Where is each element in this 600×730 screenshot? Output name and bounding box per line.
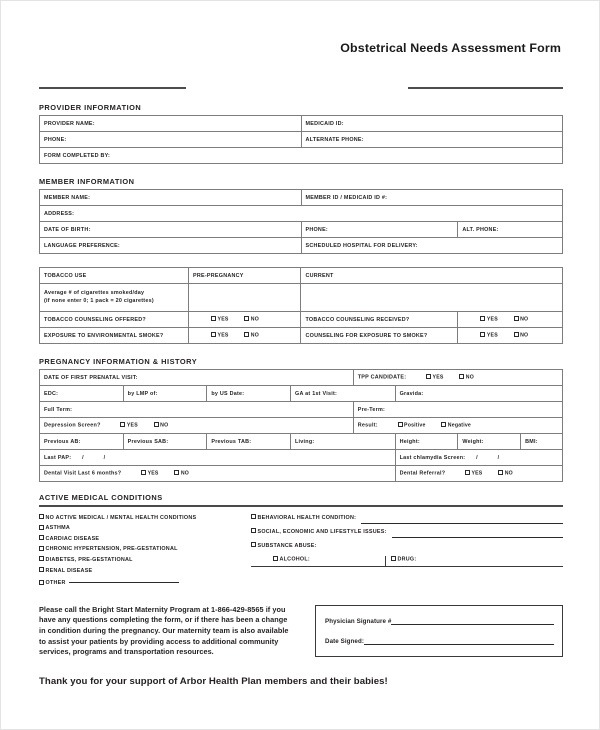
input-behavioral-health[interactable] xyxy=(361,516,563,524)
average-cigarettes-line2: (if none enter 0; 1 pack = 20 cigarettes) xyxy=(44,297,154,304)
field-depression-screen xyxy=(40,418,354,434)
signature-box xyxy=(315,605,563,657)
checkbox-icon xyxy=(141,470,146,475)
checkbox-counseling-exposure-yes[interactable]: YES xyxy=(480,332,497,339)
average-cigarettes-line1: Average # of cigarettes smoked/day xyxy=(44,289,145,296)
checkbox-icon xyxy=(273,556,278,561)
table-row xyxy=(40,206,563,222)
checkbox-icon xyxy=(39,556,44,561)
conditions-left-column xyxy=(39,513,247,589)
label-last-chlamydia: Last chlamydia Screen: xyxy=(399,454,466,461)
row-social-economic xyxy=(251,527,563,538)
footer-area xyxy=(39,605,563,658)
table-row xyxy=(40,238,563,254)
checkbox-icon xyxy=(39,525,44,530)
column-header-pre-pregnancy: PRE-PREGNANCY xyxy=(189,268,301,284)
label-result: Result: xyxy=(357,422,378,429)
field-previous-tab[interactable]: Previous TAB: xyxy=(207,434,291,450)
input-average-cigarettes-current[interactable] xyxy=(301,284,563,312)
input-physician-signature[interactable] xyxy=(391,617,554,625)
checkbox-cardiac-disease[interactable]: CARDIAC DISEASE xyxy=(39,534,247,545)
checkbox-icon xyxy=(39,535,44,540)
checkbox-asthma[interactable]: ASTHMA xyxy=(39,523,247,534)
checkbox-icon xyxy=(426,374,431,379)
field-scheduled-hospital[interactable]: SCHEDULED HOSPITAL FOR DELIVERY: xyxy=(301,238,563,254)
checkbox-diabetes[interactable]: DIABETES, PRE-GESTATIONAL xyxy=(39,555,247,566)
label-dental-referral: Dental Referral? xyxy=(399,470,446,477)
field-provider-phone[interactable]: PHONE: xyxy=(40,132,302,148)
header-rule-left xyxy=(39,87,186,89)
label-tobacco-counseling-received: TOBACCO COUNSELING RECEIVED? xyxy=(301,312,458,328)
field-by-us-date[interactable]: by US Date: xyxy=(207,386,291,402)
checkbox-icon xyxy=(39,567,44,572)
checkbox-drug[interactable]: DRUG: xyxy=(385,556,563,567)
field-by-lmp[interactable]: by LMP of: xyxy=(123,386,207,402)
checkbox-icon xyxy=(459,374,464,379)
conditions-divider xyxy=(39,505,563,507)
provider-information-table xyxy=(39,115,563,164)
page-title: Obstetrical Needs Assessment Form xyxy=(340,41,561,55)
checkbox-icon xyxy=(480,332,485,337)
section-heading-provider: PROVIDER INFORMATION xyxy=(39,103,142,112)
column-header-tobacco-use: TOBACCO USE xyxy=(40,268,189,284)
field-ga-at-first-visit[interactable]: GA at 1st Visit: xyxy=(291,386,396,402)
label-exposure-environmental-smoke: EXPOSURE TO ENVIRONMENTAL SMOKE? xyxy=(40,328,189,344)
table-row xyxy=(40,312,563,328)
checkbox-exposure-no[interactable]: NO xyxy=(244,332,259,339)
options-tobacco-counseling-received xyxy=(458,312,563,328)
label-tobacco-counseling-offered: TOBACCO COUNSELING OFFERED? xyxy=(40,312,189,328)
header-rule-right xyxy=(408,87,563,89)
date-slash-1: / xyxy=(82,454,84,461)
checkbox-icon xyxy=(514,316,519,321)
field-previous-sab[interactable]: Previous SAB: xyxy=(123,434,207,450)
label-date-signed: Date Signed: xyxy=(325,637,365,645)
date-slash-2: / xyxy=(103,454,106,461)
checkbox-counseling-received-no[interactable]: NO xyxy=(514,316,529,323)
maternity-program-note: Please call the Bright Start Maternity Program at 1-866-429-8565 if you have any questions completing the form, or if there has been a change in condition during the pregnancy. Our maternity team is also available to assist your patients by providing access to additional community services, programs and transportation resources. xyxy=(39,604,289,657)
input-date-signed[interactable] xyxy=(364,637,554,645)
label-tpp-candidate: TPP CANDIDATE: xyxy=(357,374,407,381)
checkbox-behavioral-health[interactable]: BEHAVIORAL HEALTH CONDITION: xyxy=(251,513,356,524)
checkbox-dental-visit-yes[interactable]: YES xyxy=(141,470,158,477)
table-row xyxy=(40,268,563,284)
field-first-prenatal-visit[interactable]: DATE OF FIRST PRENATAL VISIT: xyxy=(40,370,354,386)
field-tpp-candidate xyxy=(353,370,562,386)
field-dental-referral xyxy=(395,466,562,482)
field-address[interactable]: ADDRESS: xyxy=(40,206,563,222)
table-row xyxy=(40,284,563,312)
field-member-name[interactable]: MEMBER NAME: xyxy=(40,190,302,206)
tobacco-use-table xyxy=(39,267,563,344)
field-medicaid-id[interactable]: MEDICAID ID: xyxy=(301,116,563,132)
field-depression-result xyxy=(353,418,562,434)
thank-you-message: Thank you for your support of Arbor Health Plan members and their babies! xyxy=(39,675,388,687)
checkbox-icon xyxy=(39,580,44,585)
checkbox-icon xyxy=(120,422,125,427)
checkbox-counseling-received-yes[interactable]: YES xyxy=(480,316,497,323)
checkbox-icon xyxy=(251,528,256,533)
checkbox-icon xyxy=(251,542,256,547)
row-date-signed xyxy=(325,637,554,645)
label-depression-screen: Depression Screen? xyxy=(44,422,101,429)
checkbox-depression-no[interactable]: NO xyxy=(154,422,169,429)
field-pre-term[interactable]: Pre-Term: xyxy=(353,402,562,418)
conditions-right-column xyxy=(247,513,563,568)
checkbox-no-active-conditions[interactable]: NO ACTIVE MEDICAL / MENTAL HEALTH CONDITIONS xyxy=(39,513,247,524)
label-dental-visit: Dental Visit Last 6 months? xyxy=(44,470,122,477)
checkbox-counseling-offered-yes[interactable]: YES xyxy=(211,316,228,323)
checkbox-icon xyxy=(211,332,216,337)
table-row xyxy=(40,402,563,418)
header-rules xyxy=(39,87,563,90)
field-last-chlamydia-screen[interactable] xyxy=(395,450,562,466)
field-last-pap[interactable] xyxy=(40,450,396,466)
row-substance-abuse xyxy=(251,541,563,552)
table-row xyxy=(40,434,563,450)
row-behavioral-health xyxy=(251,513,563,524)
checkbox-dental-referral-no[interactable]: NO xyxy=(498,470,513,477)
checkbox-result-positive[interactable]: Positive xyxy=(398,422,426,429)
field-living[interactable]: Living: xyxy=(291,434,396,450)
field-full-term[interactable]: Full Term: xyxy=(40,402,354,418)
field-member-phone[interactable]: PHONE: xyxy=(301,222,458,238)
field-height[interactable]: Height: xyxy=(395,434,458,450)
checkbox-icon xyxy=(441,422,446,427)
date-slash-3: / xyxy=(476,454,478,461)
checkbox-other-condition[interactable]: OTHER xyxy=(39,576,247,589)
pregnancy-information-table xyxy=(39,369,563,482)
label-last-pap: Last PAP: xyxy=(44,454,72,461)
form-sheet xyxy=(39,15,563,715)
table-row xyxy=(40,418,563,434)
checkbox-tpp-no[interactable]: NO xyxy=(459,374,474,381)
date-slash-4: / xyxy=(497,454,500,461)
table-row xyxy=(40,222,563,238)
field-gravida[interactable]: Gravida: xyxy=(395,386,562,402)
checkbox-icon xyxy=(211,316,216,321)
checkbox-icon xyxy=(398,422,403,427)
checkbox-counseling-exposure-no[interactable]: NO xyxy=(514,332,529,339)
options-tobacco-counseling-offered xyxy=(189,312,301,328)
input-social-economic[interactable] xyxy=(392,530,563,538)
table-row xyxy=(40,148,563,164)
field-member-alt-phone[interactable]: ALT. PHONE: xyxy=(458,222,563,238)
table-row xyxy=(40,328,563,344)
field-previous-ab[interactable]: Previous AB: xyxy=(40,434,124,450)
checkbox-icon xyxy=(174,470,179,475)
checkbox-counseling-offered-no[interactable]: NO xyxy=(244,316,259,323)
column-header-current: CURRENT xyxy=(301,268,563,284)
active-medical-conditions xyxy=(39,513,563,589)
field-alternate-phone[interactable]: ALTERNATE PHONE: xyxy=(301,132,563,148)
options-counseling-for-exposure xyxy=(458,328,563,344)
checkbox-substance-abuse[interactable]: SUBSTANCE ABUSE: xyxy=(251,541,317,552)
field-member-id[interactable]: MEMBER ID / MEDICAID ID #: xyxy=(301,190,563,206)
checkbox-icon xyxy=(514,332,519,337)
checkbox-icon xyxy=(244,316,249,321)
checkbox-icon xyxy=(154,422,159,427)
section-heading-pregnancy: PREGNANCY INFORMATION & HISTORY xyxy=(39,357,198,366)
checkbox-icon xyxy=(244,332,249,337)
checkbox-chronic-hypertension[interactable]: CHRONIC HYPERTENSION, PRE-GESTATIONAL xyxy=(39,544,247,555)
table-row xyxy=(40,132,563,148)
checkbox-renal-disease[interactable]: RENAL DISEASE xyxy=(39,566,247,577)
checkbox-alcohol[interactable]: ALCOHOL: xyxy=(273,556,385,567)
table-row xyxy=(40,450,563,466)
checkbox-icon xyxy=(498,470,503,475)
field-edc[interactable]: EDC: xyxy=(40,386,124,402)
row-physician-signature xyxy=(325,617,554,625)
field-dental-visit xyxy=(40,466,396,482)
checkbox-icon xyxy=(251,514,256,519)
table-row xyxy=(40,370,563,386)
checkbox-tpp-yes[interactable]: YES xyxy=(426,374,443,381)
table-row xyxy=(40,116,563,132)
field-form-completed-by[interactable]: FORM COMPLETED BY: xyxy=(40,148,563,164)
checkbox-icon xyxy=(39,514,44,519)
label-physician-signature: Physician Signature # xyxy=(325,617,392,625)
member-information-table xyxy=(39,189,563,254)
table-row xyxy=(40,190,563,206)
row-substance-details xyxy=(251,556,563,568)
section-heading-conditions: ACTIVE MEDICAL CONDITIONS xyxy=(39,493,163,502)
field-date-of-birth[interactable]: DATE OF BIRTH: xyxy=(40,222,302,238)
field-weight[interactable]: Weight: xyxy=(458,434,521,450)
checkbox-exposure-yes[interactable]: YES xyxy=(211,332,228,339)
checkbox-icon xyxy=(39,546,44,551)
section-heading-member: MEMBER INFORMATION xyxy=(39,177,135,186)
field-language-preference[interactable]: LANGUAGE PREFERENCE: xyxy=(40,238,302,254)
field-bmi[interactable]: BMI: xyxy=(521,434,563,450)
checkbox-icon xyxy=(480,316,485,321)
checkbox-dental-visit-no[interactable]: NO xyxy=(174,470,189,477)
input-other-condition[interactable] xyxy=(69,576,179,583)
checkbox-social-economic[interactable]: SOCIAL, ECONOMIC AND LIFESTYLE ISSUES: xyxy=(251,527,387,538)
checkbox-depression-yes[interactable]: YES xyxy=(120,422,137,429)
label-counseling-for-exposure: COUNSELING FOR EXPOSURE TO SMOKE? xyxy=(301,328,458,344)
table-row xyxy=(40,386,563,402)
options-exposure-environmental-smoke xyxy=(189,328,301,344)
checkbox-dental-referral-yes[interactable]: YES xyxy=(465,470,482,477)
table-row xyxy=(40,466,563,482)
checkbox-icon xyxy=(391,556,396,561)
checkbox-result-negative[interactable]: Negative xyxy=(441,422,471,429)
input-average-cigarettes-pre[interactable] xyxy=(189,284,301,312)
field-provider-name[interactable]: PROVIDER NAME: xyxy=(40,116,302,132)
field-average-cigarettes xyxy=(40,284,189,312)
checkbox-icon xyxy=(465,470,470,475)
